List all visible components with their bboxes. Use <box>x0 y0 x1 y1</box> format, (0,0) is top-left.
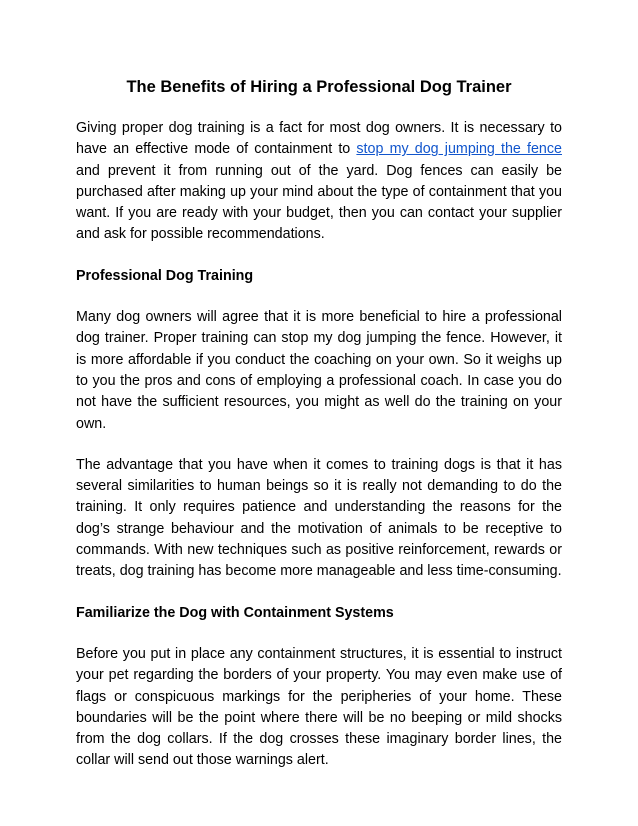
section-heading-professional-training: Professional Dog Training <box>76 267 254 284</box>
intro-paragraph <box>76 118 562 246</box>
intro-text-after-link: and prevent it from running out of the yard. Dog fences can easily be purchased after making up your mind about the type of containment that you want. If you are ready with your budget, then you can contact your supplier and ask for possible recommendations. <box>76 162 562 243</box>
body-paragraph: The advantage that you have when it comes to training dogs is that it has several similarities to human beings so it is really not demanding to do the training. It only requires patience and understanding the reasons for the dog’s strange behaviour and the motivation of animals to be receptive to commands. With new techniques such as positive reinforcement, rewards or treats, dog training has become more manageable and less time-consuming. <box>76 456 562 580</box>
fence-jumping-link[interactable]: stop my dog jumping the fence <box>356 141 562 158</box>
intro-text-before-link: Giving proper dog training is a fact for most dog owners. It is necessary to have an effective mode of containment to <box>76 120 562 158</box>
body-paragraph: Before you put in place any containment structures, it is essential to instruct your pet regarding the borders of your property. You may even make use of flags or conspicuous markings for the peripheries of your home. These boundaries will be the point where there will be no beeping or mild shocks from the dog collars. If the dog crosses these imaginary border lines, the collar will send out those warnings alert. <box>76 645 562 769</box>
body-paragraph: Many dog owners will agree that it is more beneficial to hire a professional dog trainer. Proper training can stop my dog jumping the fence. However, it is more affordable if you conduct the coaching on your own. So it weighs up to you the pros and cons of employing a professional coach. In case you do not have the sufficient resources, you might as well do the training on your own. <box>76 309 562 432</box>
section-heading-containment-systems: Familiarize the Dog with Containment Systems <box>76 604 394 621</box>
document-page <box>76 76 562 792</box>
page-title: The Benefits of Hiring a Professional Dog Trainer <box>126 78 512 96</box>
